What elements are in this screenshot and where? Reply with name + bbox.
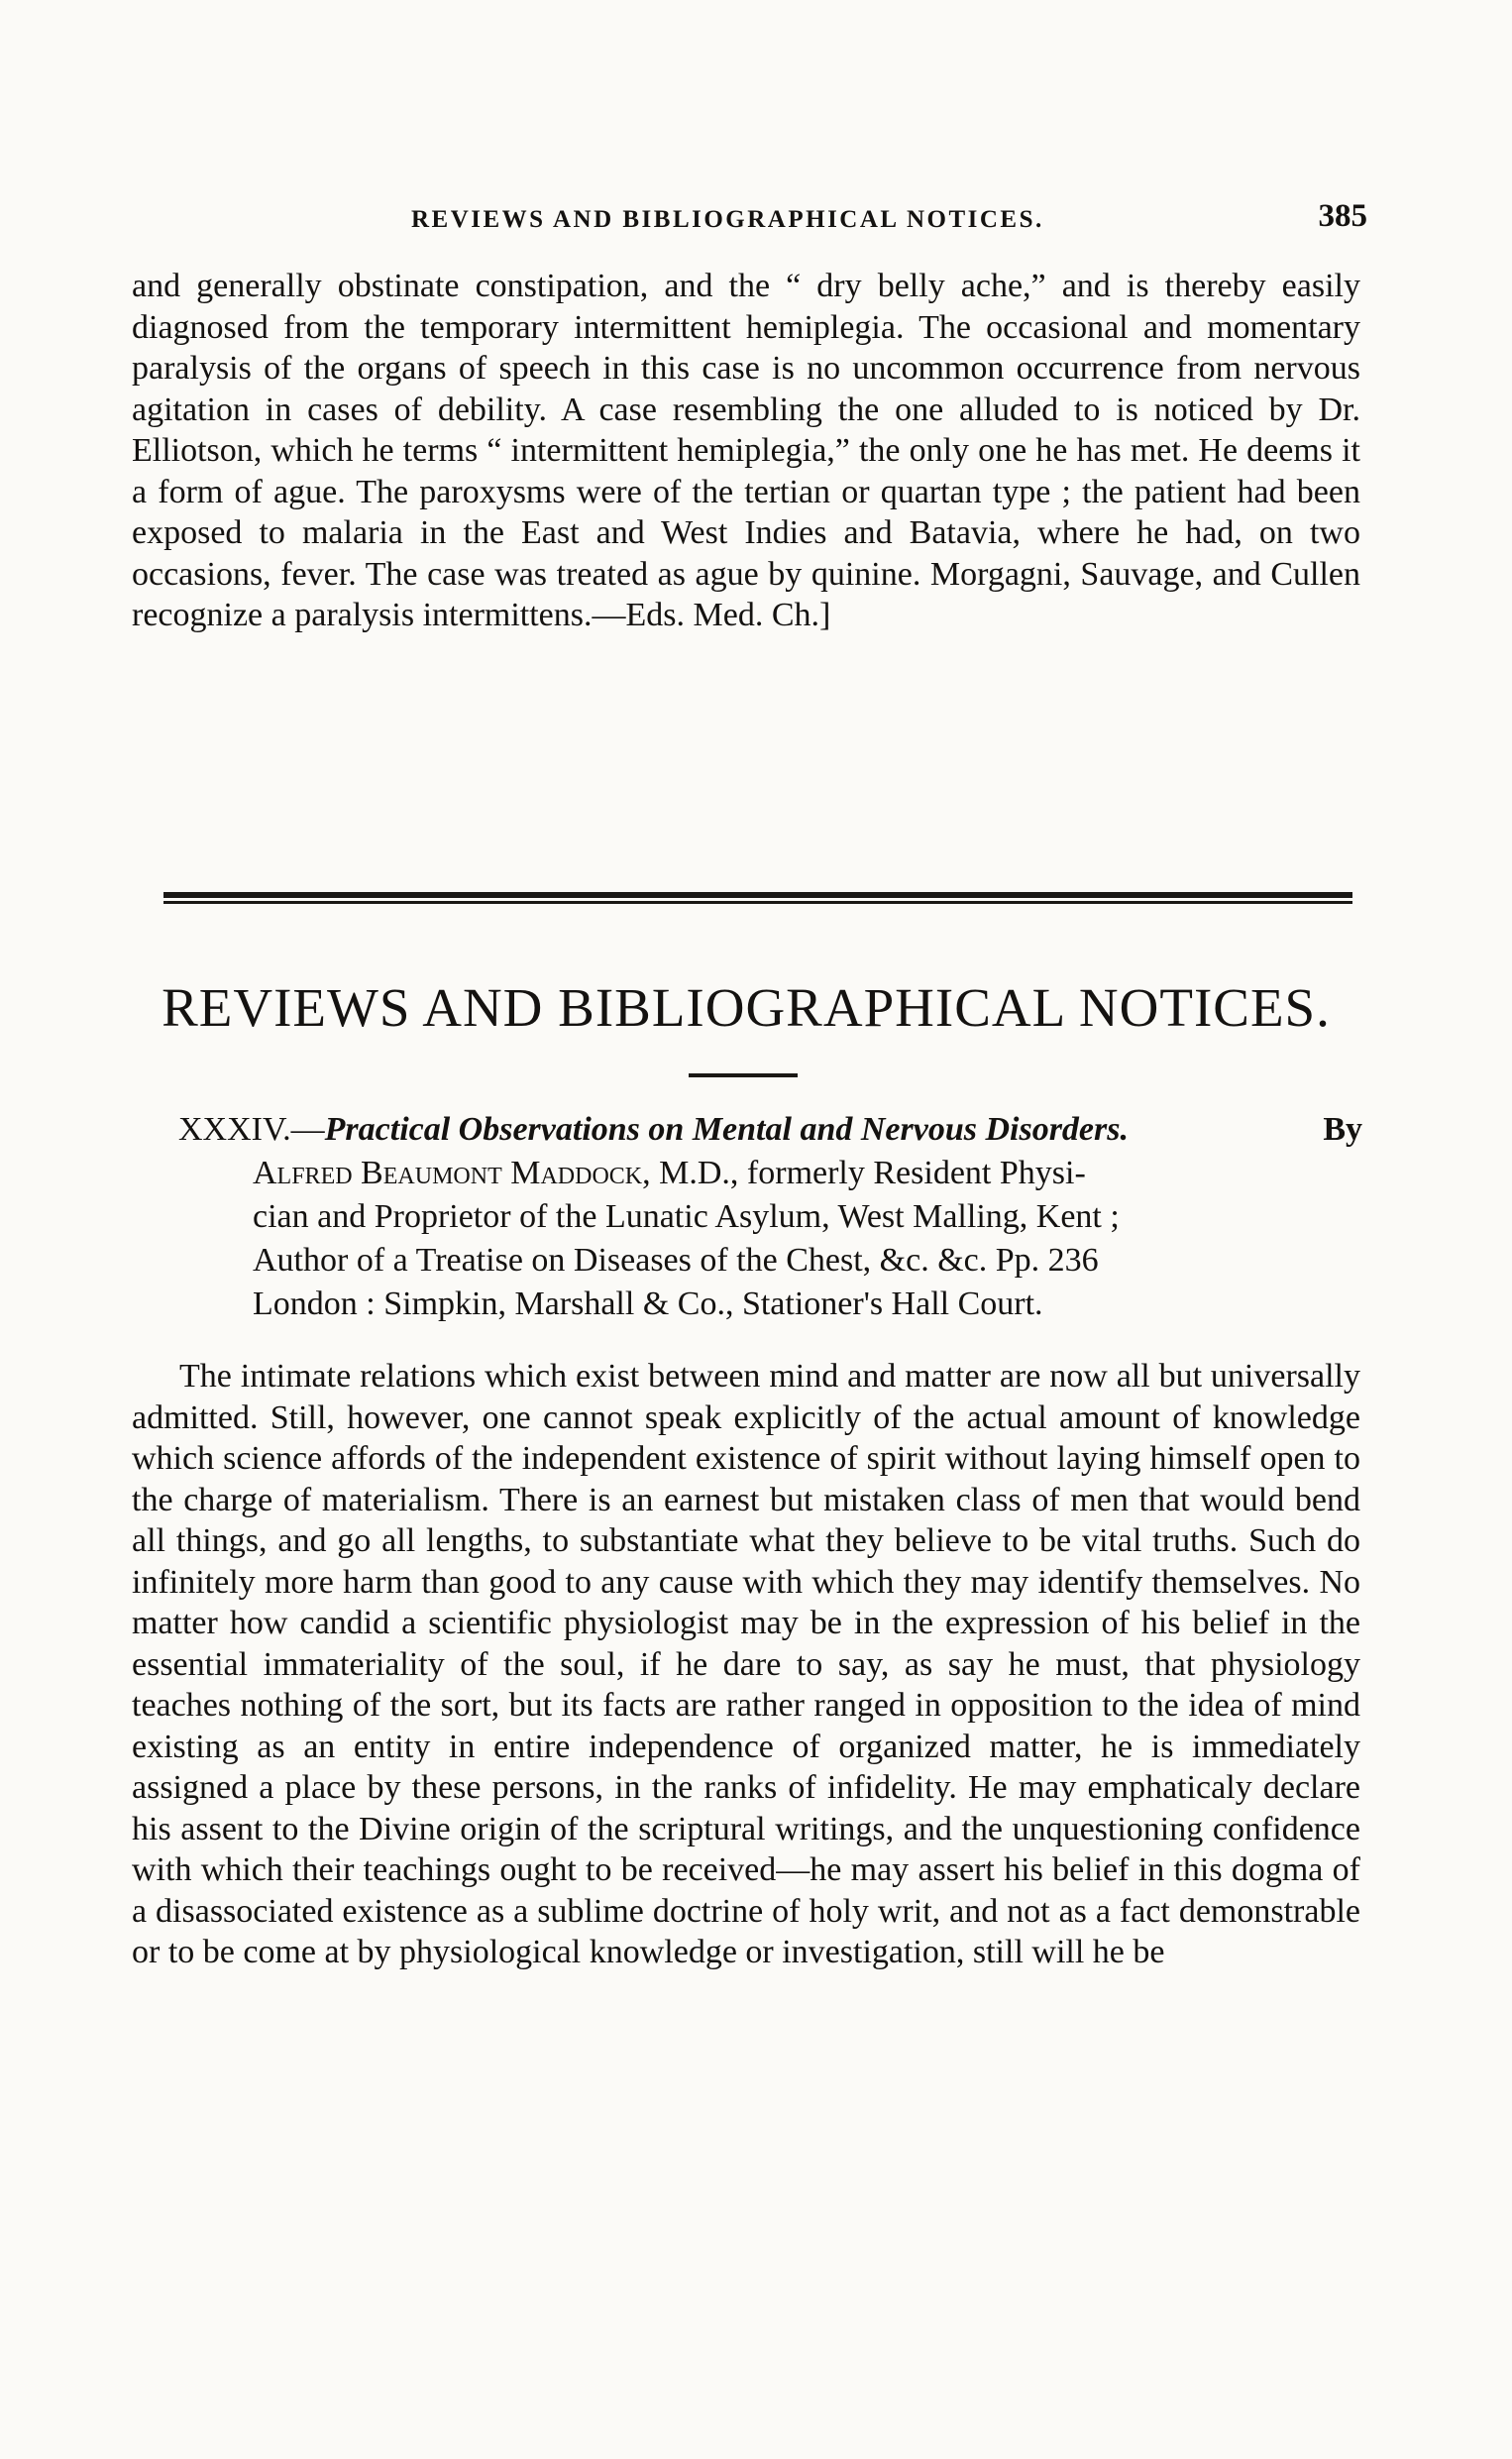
review-entry-header	[178, 1108, 1362, 1326]
divider-thick-line	[163, 892, 1352, 898]
continuation-text: and generally obstinate constipation, and the “ dry belly ache,” and is thereby easily diagnosed from the temporary intermittent hemiplegia. The occasional and momentary paralysis of the organs of speech in this case is no uncommon occurrence from nervous agitation in cases of debility. A case resembling the one alluded to is noticed by Dr. Elliotson, which he terms “ intermittent hemiplegia,” the only one he has met. He deems it a form of ague. The paroxysms were of the tertian or quartan type ; the patient had been exposed to malaria in the East and West Indies and Batavia, where he had, on two occasions, fever. The case was treated as ague by quinine. Morgagni, Sauvage, and Cullen recognize a paralysis intermittens.—Eds. Med. Ch.]	[132, 268, 1360, 633]
review-entry-line-5: London : Simpkin, Marshall & Co., Stationer's Hall Court.	[253, 1285, 1043, 1322]
review-body-text: The intimate relations which exist between mind and matter are now all but universally admitted. Still, however, one cannot speak explicitly of the actual amount of knowledge which science affords of the independent existence of spirit without laying himself open to the charge of materialism. There is an earnest but mistaken class of men that would bend all things, and go all lengths, to substantiate what they believe to be vital truths. Such do infinitely more harm than good to any cause with which they may identify themselves. No matter how candid a scientific physiologist may be in the expression of his belief in the essential immateriality of the soul, if he dare to say, as say he must, that physiology teaches nothing of the sort, but its facts are rather ranged in opposition to the idea of mind existing as an entity in entire independence of organized matter, he is immediately assigned a place by these persons, in the ranks of infidelity. He may emphaticaly declare his assent to the Divine origin of the scriptural writings, and the unquestioning confidence with which their teachings ought to be received—he may assert his belief in this dogma of a disassociated existence as a sublime doctrine of holy writ, and not as a fact demonstrable or to be come at by physiological knowledge or investigation, still will he be	[132, 1358, 1360, 1970]
review-entry-line-2	[178, 1152, 1362, 1195]
divider-thin-line	[163, 901, 1352, 904]
running-head	[178, 198, 1367, 248]
review-entry-line-1	[178, 1108, 1362, 1152]
running-title: REVIEWS AND BIBLIOGRAPHICAL NOTICES.	[411, 206, 1044, 233]
section-heading: REVIEWS AND BIBLIOGRAPHICAL NOTICES.	[162, 977, 1331, 1038]
review-body-paragraph	[132, 1356, 1360, 1973]
review-number: XXXIV.—	[178, 1111, 325, 1148]
review-entry-line-3: cian and Proprietor of the Lunatic Asylum, West Malling, Kent ;	[253, 1198, 1120, 1235]
page-number: 385	[1318, 198, 1367, 234]
review-book-title: Practical Observations on Mental and Nervous Disorders.	[324, 1111, 1129, 1148]
review-author-role: formerly Resident Physi-	[746, 1155, 1086, 1191]
review-by: By	[1323, 1111, 1362, 1148]
section-divider-rule	[163, 892, 1352, 906]
continuation-paragraph	[132, 266, 1360, 636]
heading-underline-rule	[689, 1073, 798, 1077]
review-author: Alfred Beaumont Maddock, M.D.,	[253, 1155, 739, 1191]
review-entry-line-4: Author of a Treatise on Diseases of the Chest, &c. &c. Pp. 236	[253, 1242, 1099, 1279]
